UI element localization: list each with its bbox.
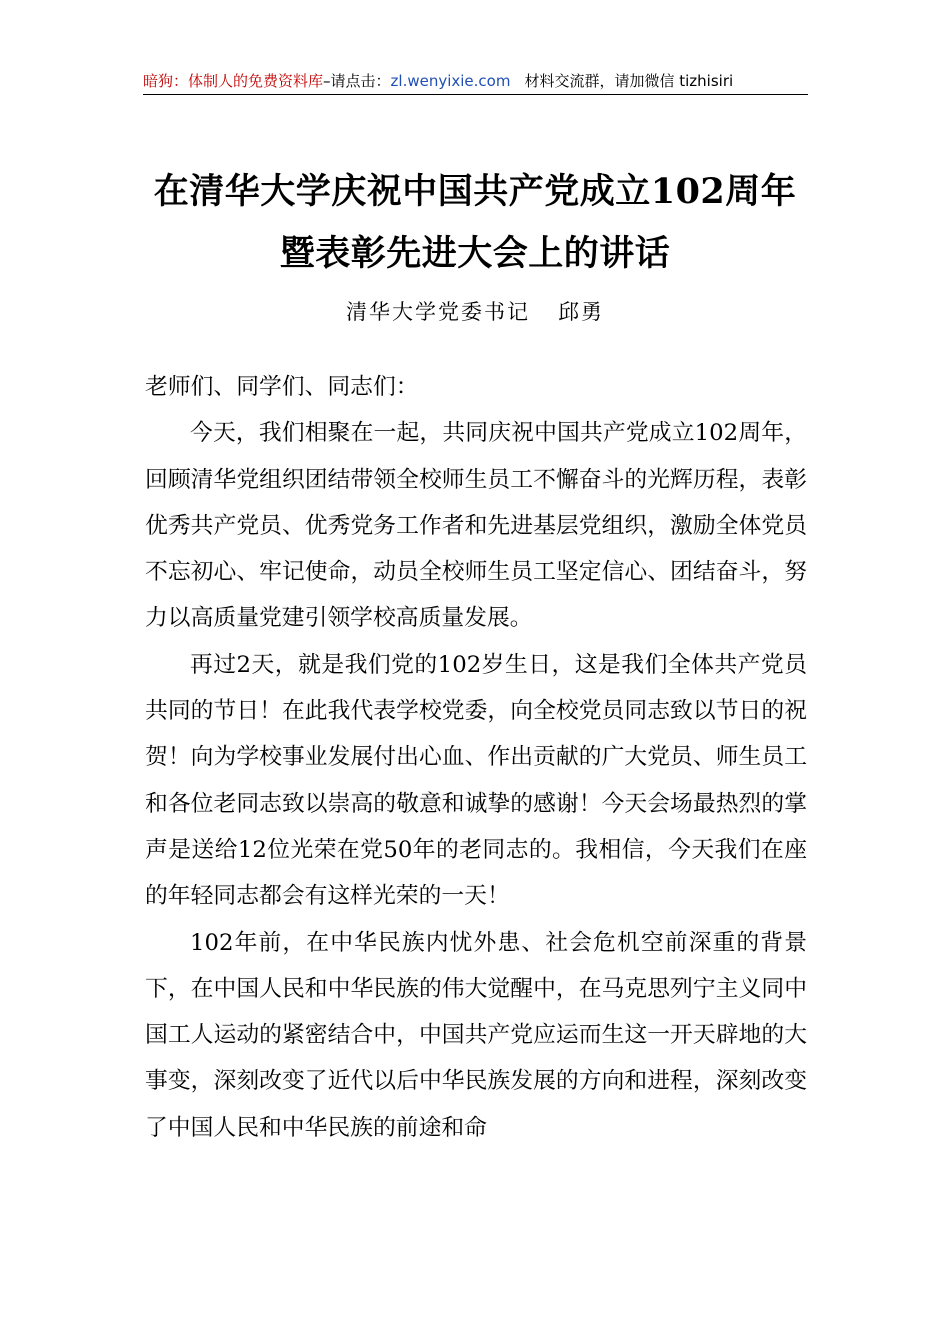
document-title-line1: 在清华大学庆祝中国共产党成立102周年 [153, 171, 797, 212]
paragraph: 102年前，在中华民族内忧外患、社会危机空前深重的背景下，在中国人民和中华民族的伟大觉醒中，在马克思列宁主义同中国工人运动的紧密结合中，中国共产党应运而生这一开天辟地的大事变，深刻改变了近代以后中华民族发展的方向和进程，深刻改变了中国人民和中华民族的前途和命 [145, 929, 807, 1141]
author-position: 清华大学党委书记 [346, 300, 530, 324]
document-title-line2: 暨表彰先进大会上的讲话 [279, 233, 671, 274]
banner-link[interactable]: zl.wenyixie.com [390, 72, 511, 90]
speech-body [145, 364, 807, 1151]
salutation: 老师们、同学们、同志们： [145, 374, 419, 400]
banner-contact: 材料交流群，请加微信 tizhisiri [524, 72, 734, 90]
author-name: 邱勇 [558, 300, 604, 324]
banner-brand: 暗狗：体制人的免费资料库 [143, 72, 324, 90]
author-line [0, 296, 950, 326]
top-banner [143, 70, 808, 95]
paragraph: 再过2天，就是我们党的102岁生日，这是我们全体共产党员共同的节日！在此我代表学校党委，向全校党员同志致以节日的祝贺！向为学校事业发展付出心血、作出贡献的广大党员、师生员工和各位老同志致以崇高的敬意和诚挚的感谢！今天会场最热烈的掌声是送给12位光荣在党50年的老同志的。我相信，今天我们在座的年轻同志都会有这样光荣的一天！ [145, 651, 807, 910]
paragraph: 今天，我们相聚在一起，共同庆祝中国共产党成立102周年，回顾清华党组织团结带领全校师生员工不懈奋斗的光辉历程，表彰优秀共产党员、优秀党务工作者和先进基层党组织，激励全体党员不忘初心、牢记使命，动员全校师生员工坚定信心、团结奋斗，努力以高质量党建引领学校高质量发展。 [145, 420, 807, 632]
banner-link-prefix: –请点击： [323, 72, 391, 90]
